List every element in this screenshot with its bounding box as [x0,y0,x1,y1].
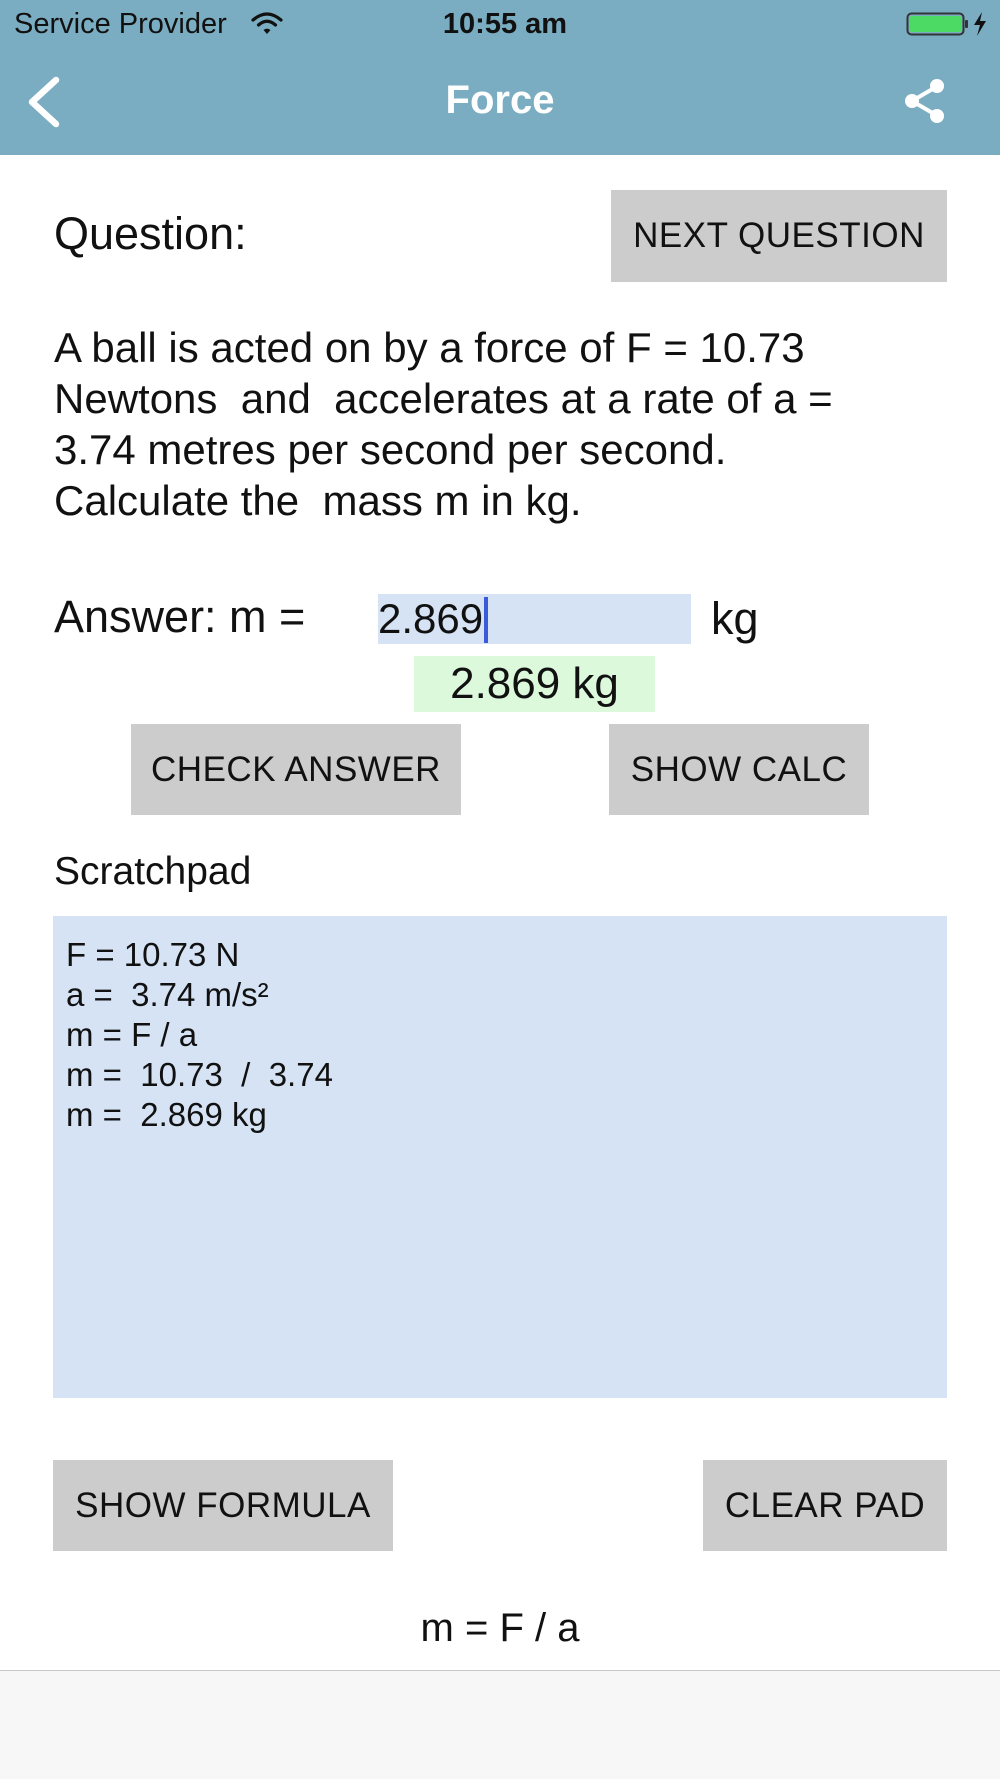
share-icon [905,79,944,123]
scratchpad-line: a = 3.74 m/s² [66,976,269,1013]
question-text: A ball is acted on by a force of F = 10.73 Newtons and accelerates at a rate of a = 3.74 metres per second per second. Calculate the mass m in kg. [54,324,833,524]
show-formula-button[interactable]: SHOW FORMULA [53,1460,393,1551]
answer-input[interactable] [378,594,691,644]
next-question-button[interactable]: NEXT QUESTION [611,190,947,282]
share-button[interactable] [900,76,950,126]
check-answer-button[interactable]: CHECK ANSWER [131,724,461,815]
question-label: Question: [54,208,247,259]
battery-charging-icon [906,11,992,37]
scratchpad-label: Scratchpad [54,850,252,893]
show-calc-button[interactable]: SHOW CALC [609,724,869,815]
answer-label: Answer: m = [54,591,306,642]
result-badge: 2.869 kg [414,656,655,712]
text-cursor [484,597,488,643]
answer-unit: kg [711,593,759,644]
bottom-toolbar [0,1670,1000,1779]
status-time: 10:55 am [442,8,568,40]
formula-display: m = F / a [420,1606,580,1650]
nav-header [0,0,1000,155]
scratchpad-line: F = 10.73 N [66,936,240,973]
scratchpad-line: m = 10.73 / 3.74 [66,1056,333,1093]
scratchpad-textarea[interactable] [53,916,947,1398]
clear-pad-button[interactable]: CLEAR PAD [703,1460,947,1551]
scratchpad-line: m = F / a [66,1016,198,1053]
scratchpad-line: m = 2.869 kg [66,1096,267,1133]
page-title: Force [445,78,555,122]
status-carrier: Service Provider [14,8,227,40]
